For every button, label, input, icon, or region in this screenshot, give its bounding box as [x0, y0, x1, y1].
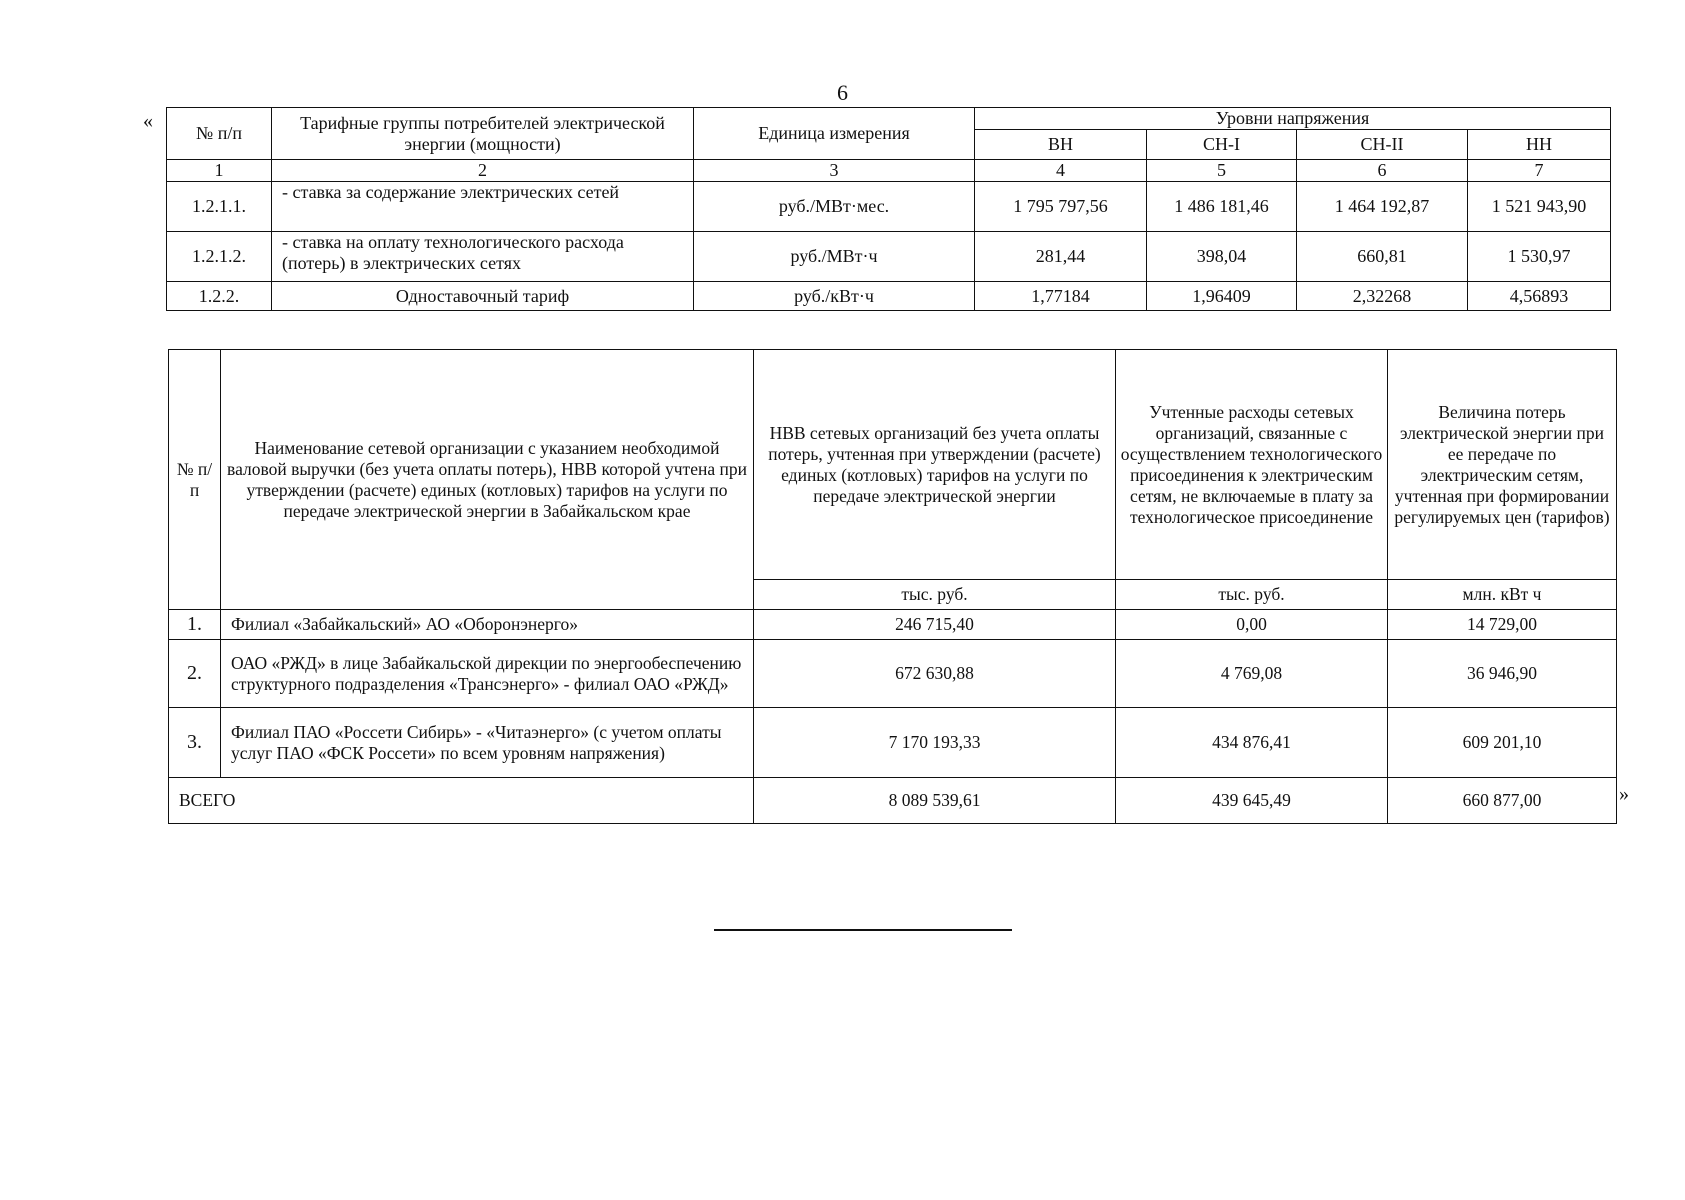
row-vn: 1 795 797,56	[975, 182, 1147, 232]
unit-nvv: тыс. руб.	[754, 580, 1116, 610]
table-row	[167, 232, 1611, 282]
network-organizations-table	[168, 349, 1617, 824]
header-losses: Величина потерь электрической энергии при ее передаче по электрическим сетям, учтенная при формировании регулируемых цен (тарифов)	[1388, 350, 1617, 580]
row-nvv: 7 170 193,33	[754, 708, 1116, 778]
header-nvv: НВВ сетевых организаций без учета оплаты потерь, учтенная при утверждении (расчете) единых (котловых) тарифов на услуги по передаче электрической энергии	[754, 350, 1116, 580]
row-connection-costs: 0,00	[1116, 610, 1388, 640]
row-nvv: 246 715,40	[754, 610, 1116, 640]
table-row	[169, 708, 1617, 778]
index-cell: 1	[167, 160, 272, 182]
row-name: - ставка за содержание электрических сетей	[272, 182, 694, 232]
row-num: 1.2.1.2.	[167, 232, 272, 282]
index-cell: 2	[272, 160, 694, 182]
index-cell: 3	[694, 160, 975, 182]
row-losses: 14 729,00	[1388, 610, 1617, 640]
index-cell: 6	[1297, 160, 1468, 182]
row-num: 1.2.2.	[167, 282, 272, 311]
row-nn: 4,56893	[1468, 282, 1611, 311]
table-row	[167, 182, 1611, 232]
index-cell: 4	[975, 160, 1147, 182]
row-nn: 1 521 943,90	[1468, 182, 1611, 232]
tariff-rates-table	[166, 107, 1611, 311]
index-cell: 7	[1468, 160, 1611, 182]
row-num: 1.2.1.1.	[167, 182, 272, 232]
header-unit: Единица измерения	[694, 108, 975, 160]
header-connection-costs: Учтенные расходы сетевых организаций, связанные с осуществлением технологического присоединения к электрическим сетям, не включаемые в плату за технологическое присоединение	[1116, 350, 1388, 580]
column-index-row	[167, 160, 1611, 182]
row-sn1: 398,04	[1147, 232, 1297, 282]
row-vn: 281,44	[975, 232, 1147, 282]
row-connection-costs: 4 769,08	[1116, 640, 1388, 708]
unit-losses: млн. кВт ч	[1388, 580, 1617, 610]
row-sn2: 2,32268	[1297, 282, 1468, 311]
header-vn: ВН	[975, 130, 1147, 160]
total-label: ВСЕГО	[169, 778, 754, 824]
row-nn: 1 530,97	[1468, 232, 1611, 282]
row-name: Филиал ПАО «Россети Сибирь» - «Читаэнерго» (с учетом оплаты услуг ПАО «ФСК Россети» по всем уровням напряжения)	[221, 708, 754, 778]
total-connection-costs: 439 645,49	[1116, 778, 1388, 824]
total-row	[169, 778, 1617, 824]
row-num: 2.	[169, 640, 221, 708]
row-name: - ставка на оплату технологического расхода (потерь) в электрических сетях	[272, 232, 694, 282]
header-sn1: СН-I	[1147, 130, 1297, 160]
row-connection-costs: 434 876,41	[1116, 708, 1388, 778]
row-unit: руб./МВт·ч	[694, 232, 975, 282]
closing-quote-mark: »	[1619, 783, 1629, 805]
row-sn1: 1 486 181,46	[1147, 182, 1297, 232]
header-nn: НН	[1468, 130, 1611, 160]
header-organization-name: Наименование сетевой организации с указанием необходимой валовой выручки (без учета оплаты потерь), НВВ которой учтена при утверждении (расчете) единых (котловых) тарифов на услуги по передаче электрической энергии в Забайкальском крае	[221, 350, 754, 610]
footer-divider-line	[714, 929, 1012, 931]
table-row	[169, 640, 1617, 708]
row-losses: 609 201,10	[1388, 708, 1617, 778]
row-nvv: 672 630,88	[754, 640, 1116, 708]
row-name: ОАО «РЖД» в лице Забайкальской дирекции по энергообеспечению структурного подразделения «Трансэнерго» - филиал ОАО «РЖД»	[221, 640, 754, 708]
row-sn2: 660,81	[1297, 232, 1468, 282]
page-number: 6	[837, 80, 848, 105]
row-vn: 1,77184	[975, 282, 1147, 311]
unit-connection-costs: тыс. руб.	[1116, 580, 1388, 610]
total-nvv: 8 089 539,61	[754, 778, 1116, 824]
table-row	[169, 610, 1617, 640]
row-name: Одноставочный тариф	[272, 282, 694, 311]
index-cell: 5	[1147, 160, 1297, 182]
total-losses: 660 877,00	[1388, 778, 1617, 824]
header-consumer-groups: Тарифные группы потребителей электрической энергии (мощности)	[272, 108, 694, 160]
row-name: Филиал «Забайкальский» АО «Оборонэнерго»	[221, 610, 754, 640]
opening-quote-mark: «	[143, 110, 153, 132]
header-voltage-levels: Уровни напряжения	[975, 108, 1611, 130]
row-sn2: 1 464 192,87	[1297, 182, 1468, 232]
row-unit: руб./кВт·ч	[694, 282, 975, 311]
header-sn2: СН-II	[1297, 130, 1468, 160]
row-losses: 36 946,90	[1388, 640, 1617, 708]
header-num: № п/п	[167, 108, 272, 160]
header-num: № п/п	[169, 350, 221, 610]
table-row	[167, 282, 1611, 311]
row-num: 3.	[169, 708, 221, 778]
row-unit: руб./МВт·мес.	[694, 182, 975, 232]
row-num: 1.	[169, 610, 221, 640]
row-sn1: 1,96409	[1147, 282, 1297, 311]
